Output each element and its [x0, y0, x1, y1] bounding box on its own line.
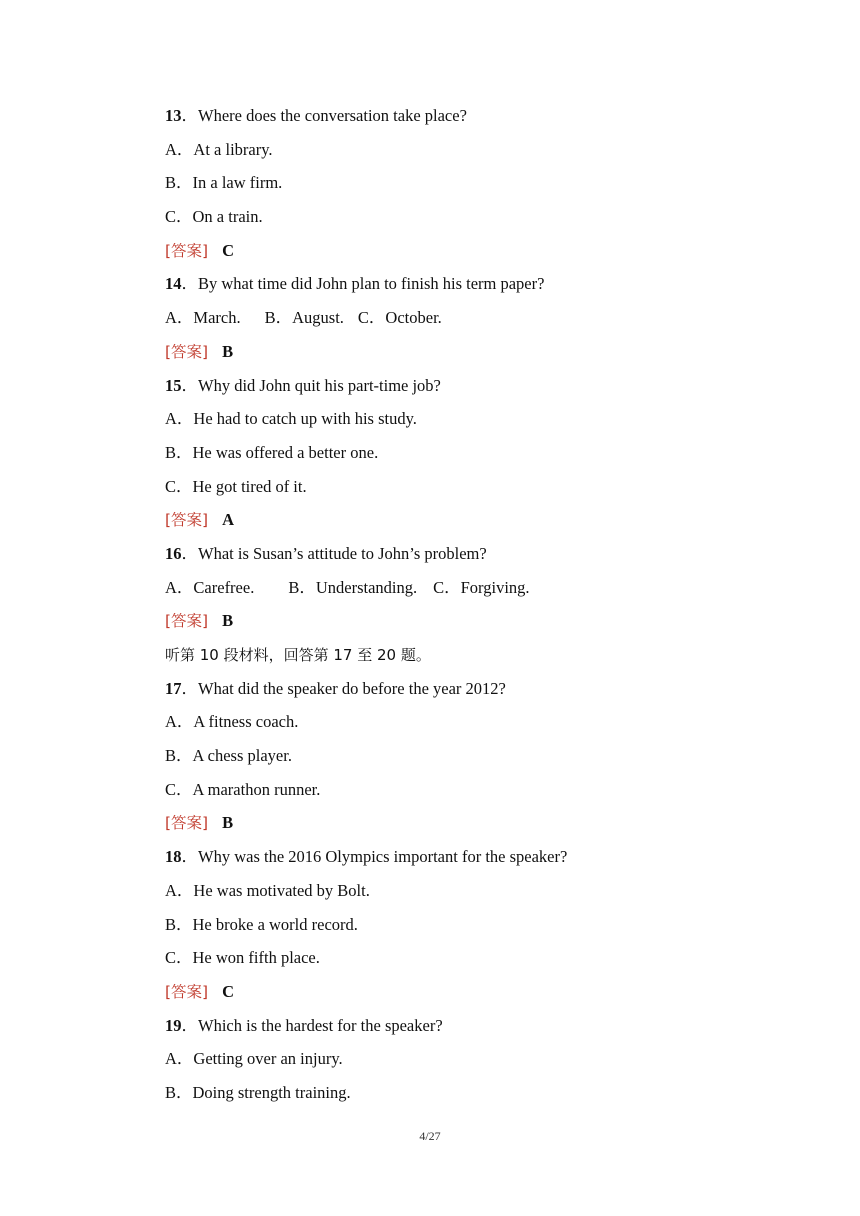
answer-row	[165, 505, 805, 539]
answer-tag: [答案]	[165, 612, 209, 631]
option-a: A．He was motivated by Bolt.	[165, 880, 370, 900]
option-c: C．A marathon runner.	[165, 779, 321, 799]
question-14: 14．By what time did John plan to finish his term paper?	[165, 274, 545, 294]
question-text: Which is the hardest for the speaker?	[198, 1015, 443, 1035]
option-a: A．He had to catch up with his study.	[165, 409, 417, 429]
option-a: A．Getting over an injury.	[165, 1049, 343, 1069]
option-a: A．A fitness coach.	[165, 712, 299, 732]
page-number: 4/27	[419, 1129, 441, 1143]
option-b: B．He broke a world record.	[165, 914, 358, 934]
question-number: 13	[165, 106, 182, 125]
question-text: What did the speaker do before the year 2012?	[198, 678, 506, 698]
option-b: B．August.	[264, 308, 344, 328]
question-number: 18	[165, 847, 182, 867]
answer-tag: [答案]	[165, 342, 209, 361]
answer-letter: C	[222, 240, 235, 260]
question-number: 16	[165, 543, 182, 563]
answer-letter: B	[222, 611, 234, 631]
answer-row	[165, 977, 805, 1011]
option-c: C．He won fifth place.	[165, 948, 320, 968]
answer-letter: A	[222, 510, 235, 530]
answer-tag: [答案]	[165, 241, 209, 260]
page-content	[165, 101, 805, 1112]
answer-tag: [答案]	[165, 814, 209, 833]
question-16: 16．What is Susan’s attitude to John’s problem?	[165, 543, 487, 563]
question-number: 19	[165, 1015, 182, 1035]
question-text: Why was the 2016 Olympics important for the speaker?	[198, 847, 568, 867]
question-text: Where does the conversation take place?	[198, 106, 467, 125]
answer-tag: [答案]	[165, 511, 209, 530]
option-b: B．Doing strength training.	[165, 1082, 351, 1102]
answer-letter: B	[222, 813, 234, 833]
question-number: 14	[165, 274, 182, 294]
answer-row	[165, 337, 805, 371]
question-text: By what time did John plan to finish his term paper?	[198, 274, 545, 294]
option-a: A．At a library.	[165, 139, 273, 159]
options-row	[165, 303, 805, 337]
section-instruction: 听第 10 段材料，回答第 17 至 20 题。	[165, 646, 431, 664]
question-17: 17．What did the speaker do before the year 2012?	[165, 678, 506, 698]
option-c: C．October.	[357, 308, 442, 328]
question-number: 17	[165, 678, 182, 698]
option-b: B．He was offered a better one.	[165, 442, 379, 462]
answer-letter: B	[222, 341, 234, 361]
option-b: B．In a law firm.	[165, 173, 283, 193]
option-b: B．A chess player.	[165, 746, 292, 766]
question-number: 15	[165, 375, 182, 395]
option-c: C．He got tired of it.	[165, 476, 307, 496]
answer-row	[165, 606, 805, 640]
question-19: 19．Which is the hardest for the speaker?	[165, 1015, 443, 1035]
question-13: 13．Where does the conversation take place?	[165, 106, 467, 125]
option-b: B．Understanding.	[288, 577, 418, 597]
question-text: Why did John quit his part-time job?	[198, 375, 441, 395]
options-row	[165, 573, 805, 607]
option-a: A．March.	[165, 308, 241, 328]
option-c: C．On a train.	[165, 207, 263, 227]
answer-letter: C	[222, 981, 235, 1001]
answer-row	[165, 808, 805, 842]
question-18: 18．Why was the 2016 Olympics important for the speaker?	[165, 847, 568, 867]
question-text: What is Susan’s attitude to John’s problem?	[198, 543, 487, 563]
option-c: C．Forgiving.	[433, 577, 530, 597]
question-15: 15．Why did John quit his part-time job?	[165, 375, 441, 395]
answer-row	[165, 236, 805, 270]
option-a: A．Carefree.	[165, 577, 255, 597]
answer-tag: [答案]	[165, 982, 209, 1001]
